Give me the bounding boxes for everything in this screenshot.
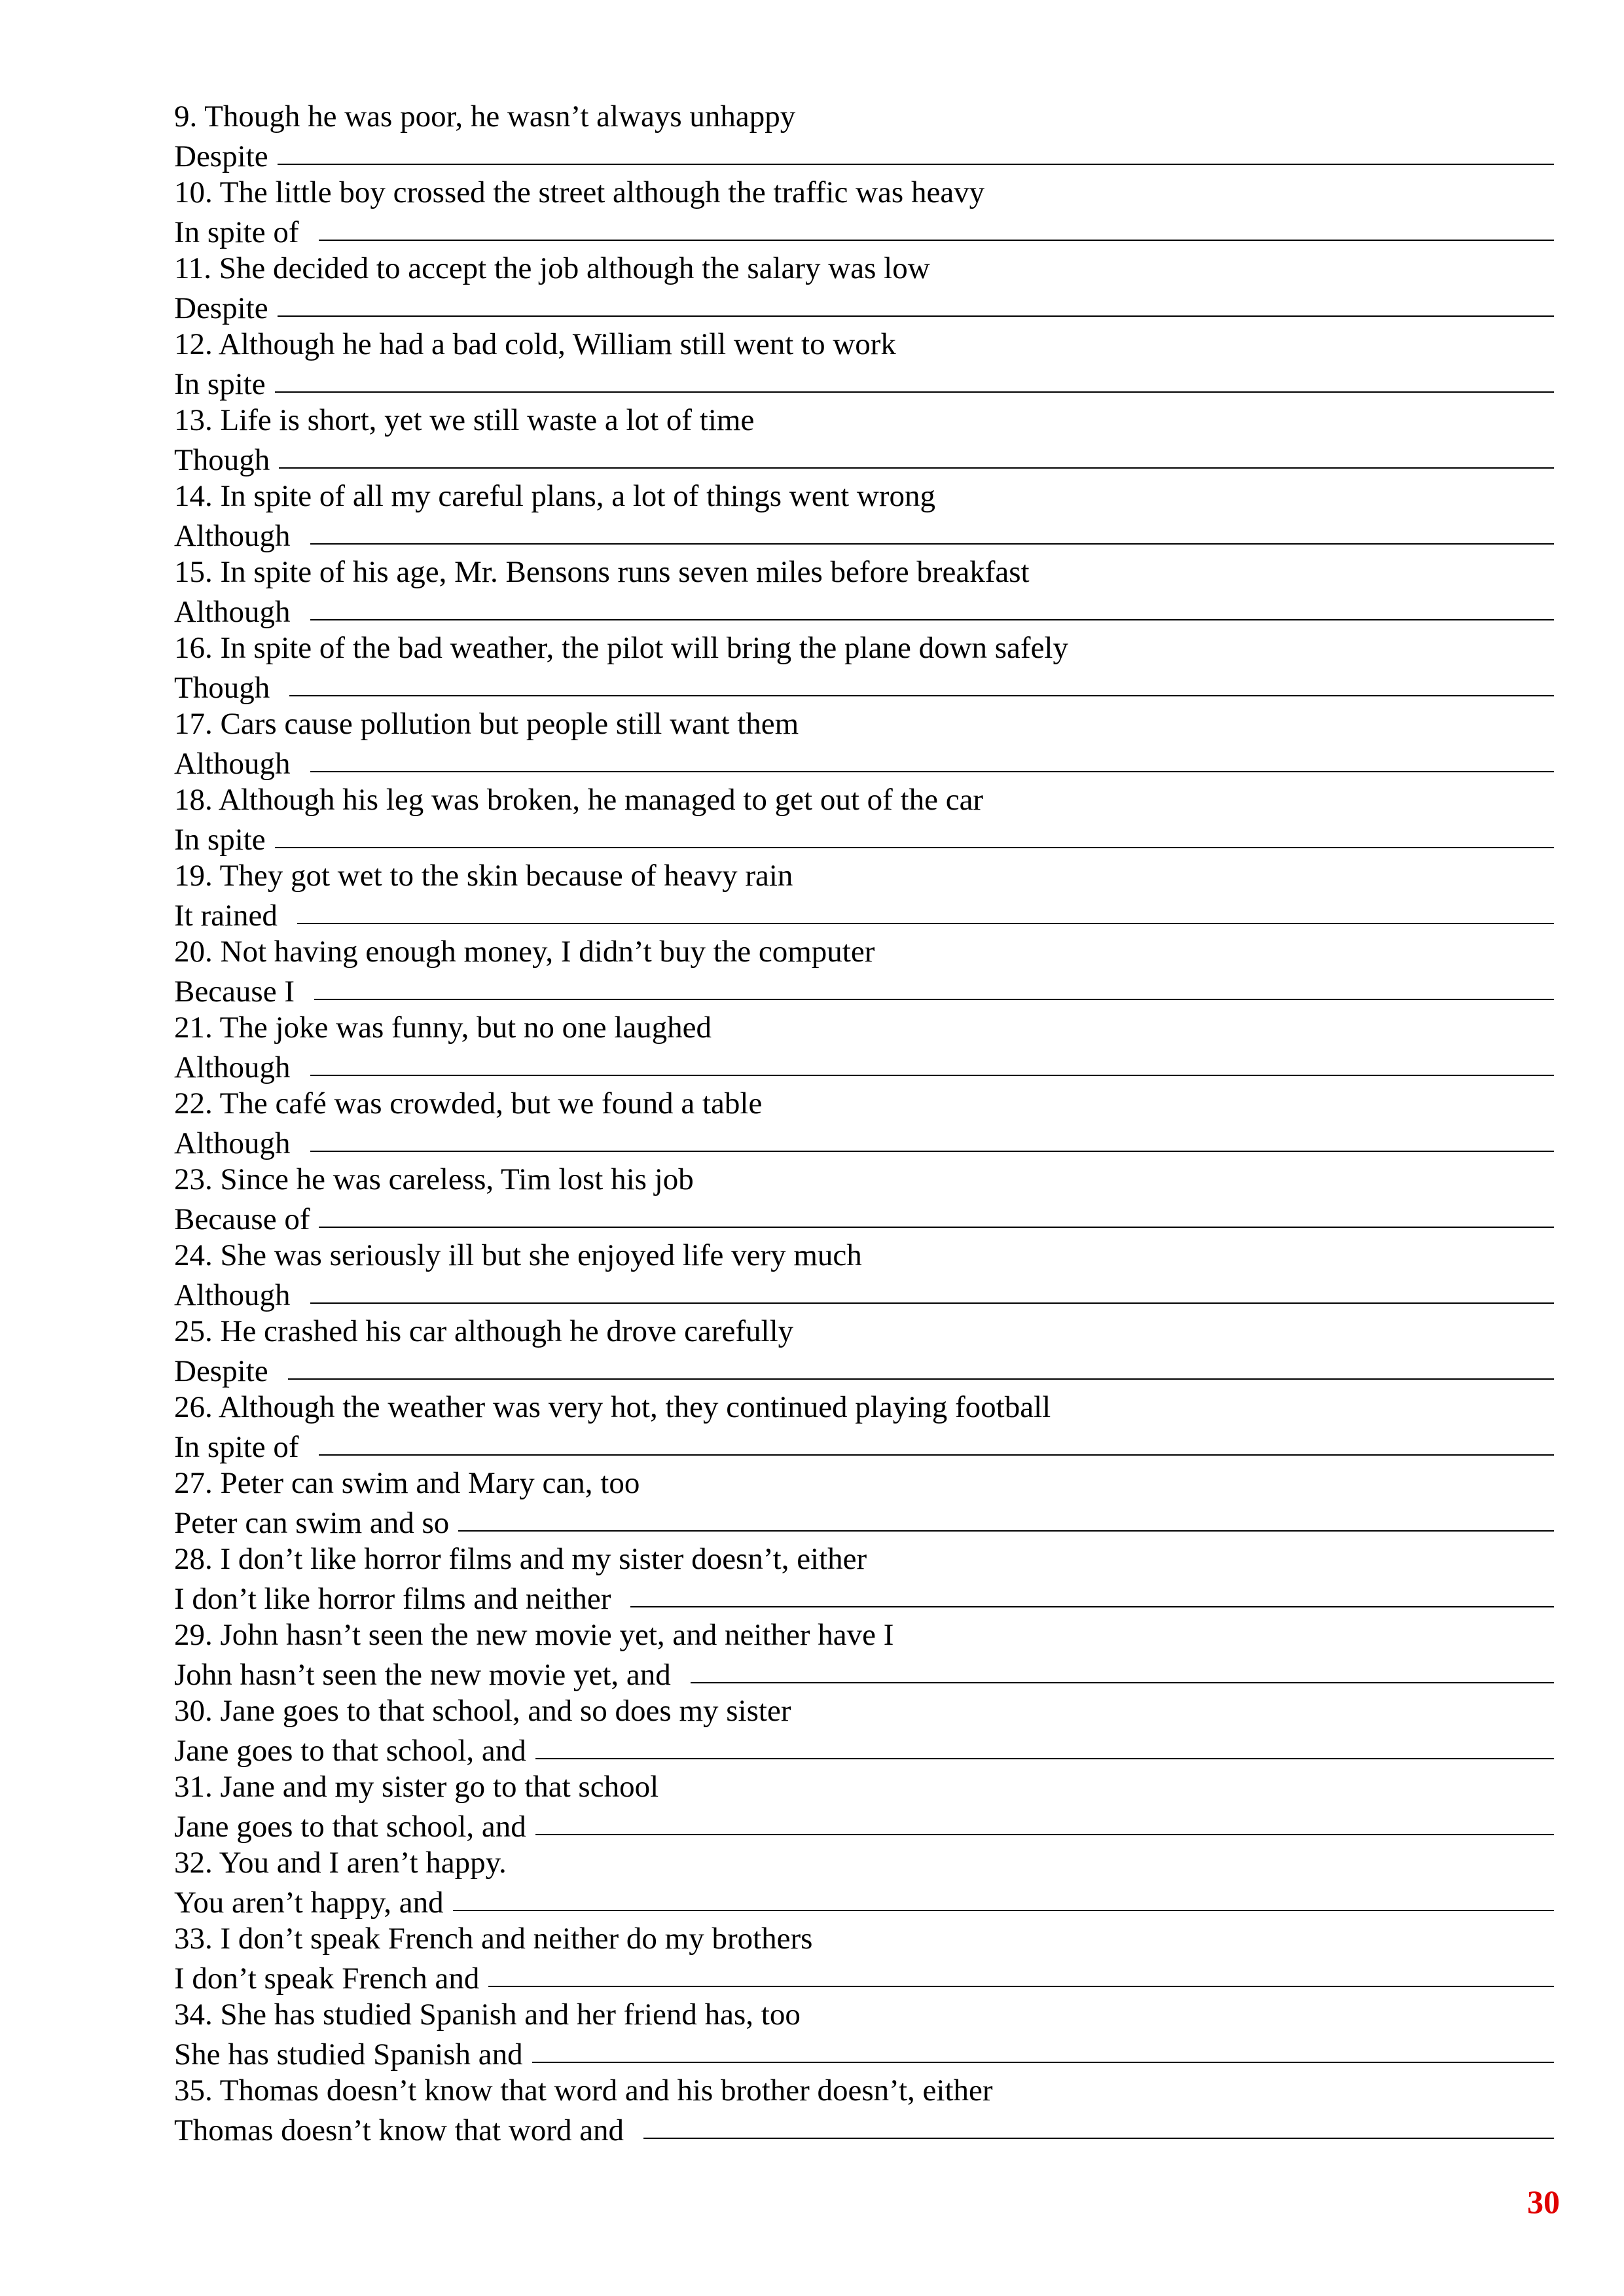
exercise-number: 19. [174, 859, 213, 893]
exercise-prompt-text: Though he was poor, he wasn’t always unhappy [204, 99, 796, 134]
exercise-number: 9. [174, 99, 198, 134]
exercise-number: 17. [174, 707, 213, 741]
answer-blank[interactable] [630, 1577, 1554, 1607]
exercise-number: 28. [174, 1542, 213, 1576]
exercise-prompt-text: In spite of all my careful plans, a lot of things went wrong [220, 479, 935, 513]
exercise-prompt-text: I don’t speak French and neither do my brothers [220, 1922, 813, 1956]
exercise-prompt [174, 1996, 1554, 2034]
exercise-item [174, 326, 1554, 402]
exercise-prompt-text: They got wet to the skin because of heavy rain [219, 859, 793, 893]
exercise-item [174, 1617, 1554, 1693]
exercise-number: 31. [174, 1770, 213, 1804]
exercise-number: 21. [174, 1011, 213, 1045]
answer-line [174, 2034, 1554, 2072]
exercise-number: 33. [174, 1922, 213, 1956]
answer-blank[interactable] [297, 894, 1554, 924]
answer-starter: Although [174, 519, 291, 553]
exercise-item [174, 1693, 1554, 1768]
exercise-prompt-text: Since he was careless, Tim lost his job [220, 1162, 694, 1196]
exercise-prompt [174, 402, 1554, 440]
answer-line [174, 1958, 1554, 1996]
answer-blank[interactable] [535, 1805, 1554, 1835]
answer-blank[interactable] [310, 590, 1554, 620]
answer-starter: Although [174, 747, 291, 781]
exercise-number: 23. [174, 1162, 213, 1196]
answer-starter: In spite of [174, 1430, 299, 1464]
answer-line [174, 819, 1554, 857]
answer-starter: Despite [174, 139, 268, 173]
exercise-prompt-text: In spite of the bad weather, the pilot will bring the plane down safely [220, 631, 1068, 665]
answer-blank[interactable] [691, 1653, 1554, 1683]
answer-blank[interactable] [279, 439, 1554, 469]
exercise-item [174, 554, 1554, 630]
answer-blank[interactable] [288, 1350, 1554, 1380]
answer-blank[interactable] [278, 135, 1554, 165]
exercise-item [174, 1465, 1554, 1541]
exercise-item [174, 1768, 1554, 1844]
exercise-prompt-text: In spite of his age, Mr. Bensons runs seven miles before breakfast [220, 555, 1030, 589]
exercise-prompt [174, 174, 1554, 212]
answer-starter: I don’t speak French and [174, 1962, 480, 1996]
answer-line [174, 971, 1554, 1009]
exercise-item [174, 250, 1554, 326]
answer-starter: Peter can swim and so [174, 1506, 450, 1540]
exercise-prompt-text: Thomas doesn’t know that word and his brother doesn’t, either [219, 2073, 993, 2108]
exercise-prompt-text: You and I aren’t happy. [219, 1846, 507, 1880]
answer-line [174, 364, 1554, 402]
answer-line [174, 1123, 1554, 1161]
exercise-item [174, 1009, 1554, 1085]
answer-starter: Jane goes to that school, and [174, 1810, 526, 1844]
exercise-prompt [174, 2072, 1554, 2110]
answer-line [174, 668, 1554, 706]
exercise-prompt-text: The joke was funny, but no one laughed [219, 1011, 712, 1045]
answer-starter: Although [174, 1050, 291, 1085]
exercise-number: 24. [174, 1238, 213, 1272]
exercise-prompt-text: She was seriously ill but she enjoyed life very much [220, 1238, 862, 1272]
exercise-item [174, 706, 1554, 781]
exercise-prompt [174, 1693, 1554, 1731]
answer-blank[interactable] [289, 666, 1554, 696]
exercise-prompt-text: Cars cause pollution but people still want them [220, 707, 799, 741]
answer-line [174, 2110, 1554, 2148]
exercise-number: 29. [174, 1618, 213, 1652]
exercise-item [174, 174, 1554, 250]
answer-line [174, 1882, 1554, 1920]
answer-line [174, 1579, 1554, 1617]
answer-blank[interactable] [310, 514, 1554, 545]
answer-line [174, 516, 1554, 554]
exercise-item [174, 857, 1554, 933]
exercise-prompt-text: Although the weather was very hot, they continued playing football [218, 1390, 1051, 1424]
answer-line [174, 1731, 1554, 1768]
answer-line [174, 288, 1554, 326]
exercise-prompt-text: He crashed his car although he drove carefully [220, 1314, 794, 1348]
exercise-prompt-text: Life is short, yet we still waste a lot of time [220, 403, 755, 437]
answer-blank[interactable] [532, 2033, 1554, 2063]
exercise-number: 34. [174, 1998, 213, 2032]
answer-starter: She has studied Spanish and [174, 2037, 523, 2072]
answer-line [174, 1351, 1554, 1389]
exercise-number: 14. [174, 479, 213, 513]
answer-starter: In spite of [174, 215, 299, 249]
answer-blank[interactable] [310, 1122, 1554, 1152]
exercise-number: 35. [174, 2073, 213, 2108]
exercise-item [174, 1996, 1554, 2072]
answer-starter: Despite [174, 1354, 268, 1388]
exercise-prompt [174, 250, 1554, 288]
exercise-prompt [174, 1768, 1554, 1806]
exercise-prompt [174, 933, 1554, 971]
exercise-number: 32. [174, 1846, 213, 1880]
answer-line [174, 592, 1554, 630]
answer-line [174, 1275, 1554, 1313]
exercise-number: 11. [174, 251, 212, 285]
exercise-prompt-text: John hasn’t seen the new movie yet, and neither have I [220, 1618, 894, 1652]
exercise-prompt-text: Not having enough money, I didn’t buy the computer [220, 935, 875, 969]
answer-blank[interactable] [319, 1426, 1554, 1456]
exercise-item [174, 630, 1554, 706]
exercise-number: 20. [174, 935, 213, 969]
answer-line [174, 1427, 1554, 1465]
exercise-prompt [174, 1161, 1554, 1199]
exercise-number: 26. [174, 1390, 213, 1424]
exercise-prompt-text: Jane and my sister go to that school [220, 1770, 659, 1804]
answer-starter: Because I [174, 975, 295, 1009]
answer-starter: Jane goes to that school, and [174, 1734, 526, 1768]
exercise-prompt-text: I don’t like horror films and my sister doesn’t, either [220, 1542, 867, 1576]
answer-starter: Despite [174, 291, 268, 325]
answer-line [174, 1503, 1554, 1541]
answer-starter: Although [174, 1126, 291, 1160]
exercise-item [174, 1085, 1554, 1161]
exercise-prompt [174, 1009, 1554, 1047]
exercise-item [174, 1237, 1554, 1313]
answer-starter: John hasn’t seen the new movie yet, and [174, 1658, 671, 1692]
exercise-prompt [174, 478, 1554, 516]
answer-starter: I don’t like horror films and neither [174, 1582, 611, 1616]
answer-blank[interactable] [310, 1274, 1554, 1304]
answer-starter: Although [174, 595, 291, 629]
exercise-prompt [174, 706, 1554, 744]
exercise-prompt-text: Jane goes to that school, and so does my sister [220, 1694, 791, 1728]
exercise-prompt [174, 857, 1554, 895]
exercise-number: 22. [174, 1086, 213, 1121]
exercise-number: 30. [174, 1694, 213, 1728]
answer-line [174, 744, 1554, 781]
answer-starter: Because of [174, 1202, 310, 1236]
exercise-prompt [174, 98, 1554, 136]
answer-starter: Though [174, 443, 270, 477]
answer-starter: It rained [174, 899, 278, 933]
answer-starter: Thomas doesn’t know that word and [174, 2113, 624, 2147]
answer-line [174, 895, 1554, 933]
exercise-item [174, 1541, 1554, 1617]
exercise-prompt [174, 326, 1554, 364]
exercise-number: 18. [174, 783, 213, 817]
answer-line [174, 212, 1554, 250]
exercise-item [174, 2072, 1554, 2148]
exercise-prompt [174, 1920, 1554, 1958]
answer-blank[interactable] [458, 1501, 1554, 1532]
answer-blank[interactable] [314, 970, 1554, 1000]
exercise-prompt [174, 630, 1554, 668]
answer-line [174, 1655, 1554, 1693]
answer-starter: You aren’t happy, and [174, 1886, 444, 1920]
exercise-prompt [174, 1313, 1554, 1351]
exercise-item [174, 1920, 1554, 1996]
exercise-number: 25. [174, 1314, 213, 1348]
exercise-item [174, 478, 1554, 554]
answer-starter: In spite [174, 823, 266, 857]
exercise-prompt [174, 1237, 1554, 1275]
answer-blank[interactable] [275, 363, 1554, 393]
exercise-item [174, 402, 1554, 478]
answer-starter: Although [174, 1278, 291, 1312]
exercise-item [174, 1313, 1554, 1389]
exercise-prompt-text: Although his leg was broken, he managed to get out of the car [218, 783, 984, 817]
answer-blank[interactable] [310, 1046, 1554, 1076]
exercise-prompt-text: The café was crowded, but we found a table [219, 1086, 763, 1121]
exercise-number: 10. [174, 175, 213, 209]
exercise-item [174, 1161, 1554, 1237]
answer-blank[interactable] [278, 287, 1554, 317]
answer-blank[interactable] [453, 1881, 1554, 1911]
exercise-prompt [174, 1617, 1554, 1655]
exercise-prompt [174, 1541, 1554, 1579]
exercise-item [174, 933, 1554, 1009]
answer-blank[interactable] [643, 2109, 1554, 2139]
answer-line [174, 1199, 1554, 1237]
exercise-item [174, 98, 1554, 174]
answer-blank[interactable] [310, 742, 1554, 772]
exercise-prompt [174, 1085, 1554, 1123]
answer-starter: In spite [174, 367, 266, 401]
exercise-prompt [174, 1465, 1554, 1503]
exercise-number: 13. [174, 403, 213, 437]
exercise-item [174, 781, 1554, 857]
page-number: 30 [1527, 2183, 1560, 2220]
exercise-list [174, 98, 1554, 2148]
answer-line [174, 136, 1554, 174]
exercise-prompt [174, 554, 1554, 592]
exercise-prompt-text: Peter can swim and Mary can, too [220, 1466, 640, 1500]
answer-line [174, 1047, 1554, 1085]
exercise-number: 16. [174, 631, 213, 665]
exercise-number: 27. [174, 1466, 213, 1500]
exercise-prompt [174, 1389, 1554, 1427]
answer-blank[interactable] [488, 1957, 1554, 1987]
exercise-number: 15. [174, 555, 213, 589]
answer-blank[interactable] [275, 818, 1554, 848]
answer-blank[interactable] [319, 1198, 1554, 1228]
answer-blank[interactable] [535, 1729, 1554, 1759]
answer-starter: Though [174, 671, 270, 705]
exercise-prompt-text: The little boy crossed the street although the traffic was heavy [219, 175, 985, 209]
exercise-prompt [174, 781, 1554, 819]
answer-blank[interactable] [319, 211, 1554, 241]
exercise-prompt-text: Although he had a bad cold, William still went to work [218, 327, 896, 361]
exercise-item [174, 1389, 1554, 1465]
exercise-prompt-text: She decided to accept the job although the salary was low [219, 251, 930, 285]
answer-line [174, 1806, 1554, 1844]
answer-line [174, 440, 1554, 478]
exercise-prompt-text: She has studied Spanish and her friend has, too [220, 1998, 801, 2032]
exercise-prompt [174, 1844, 1554, 1882]
exercise-item [174, 1844, 1554, 1920]
exercise-number: 12. [174, 327, 213, 361]
